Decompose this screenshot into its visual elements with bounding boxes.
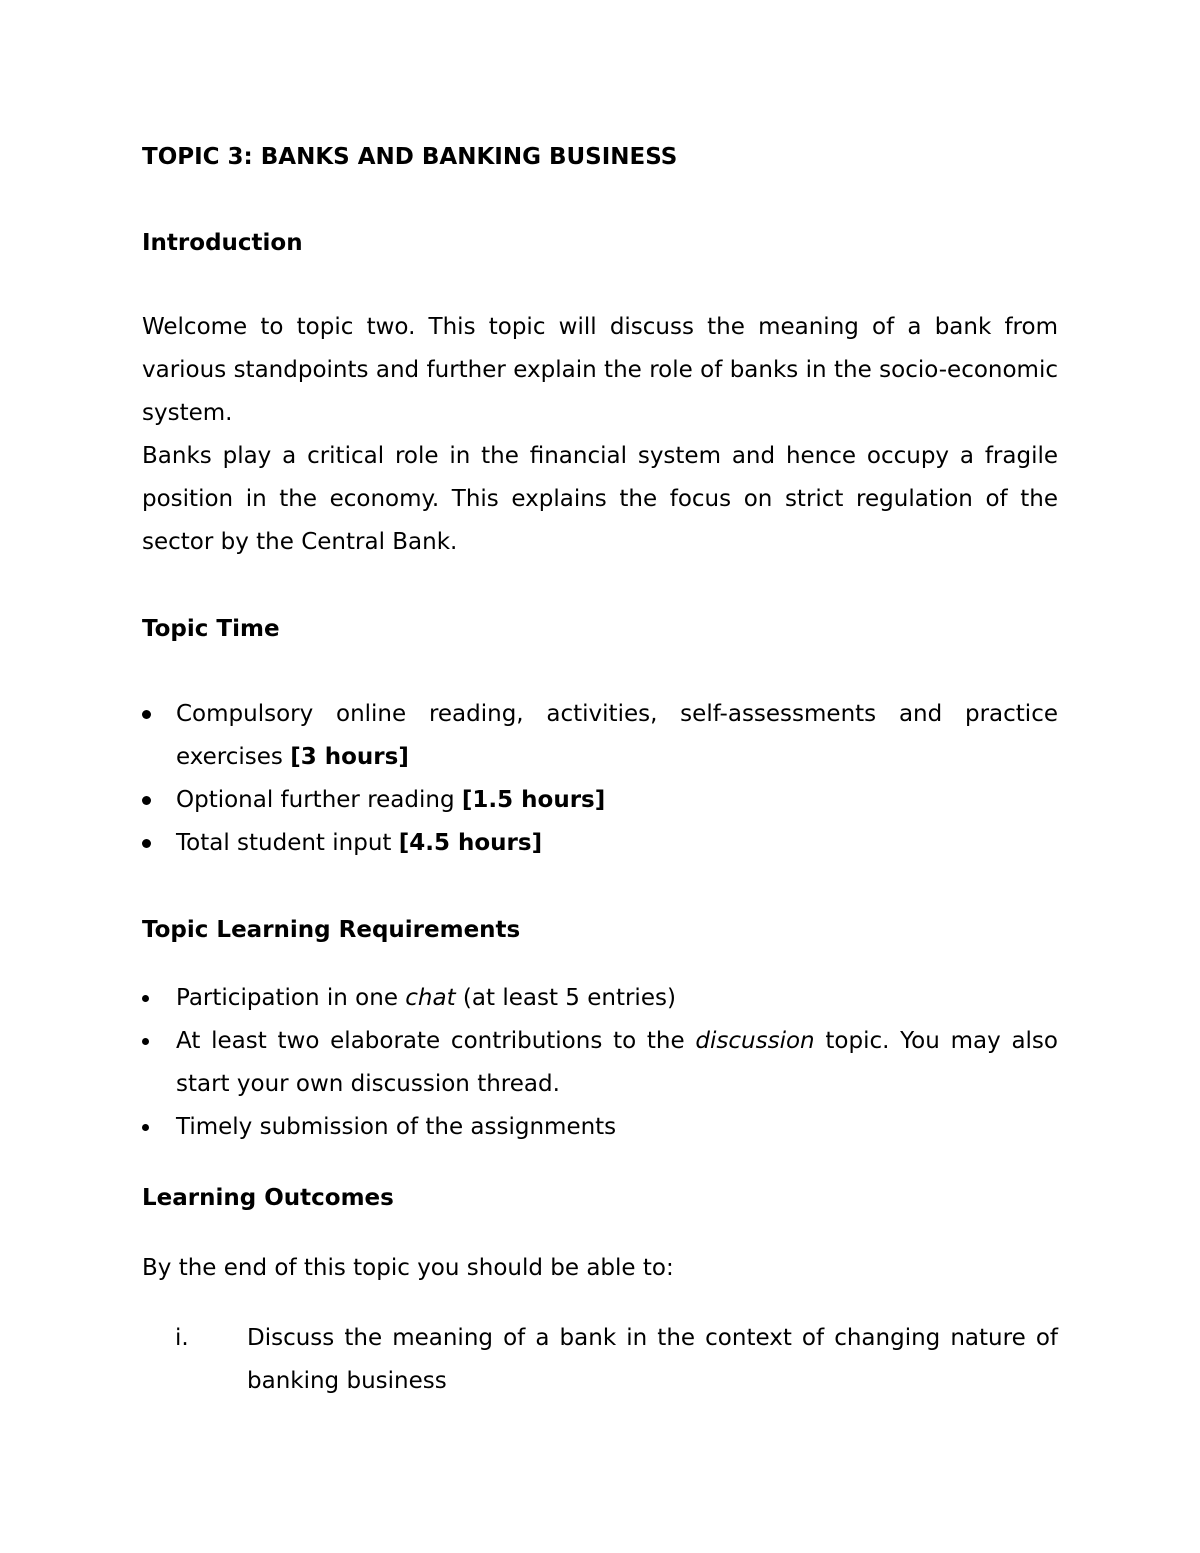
learning-requirements-heading: Topic Learning Requirements <box>142 917 521 943</box>
list-item-text: Timely submission of the assignments <box>176 1114 617 1140</box>
learning-requirements-list <box>142 977 1058 1149</box>
list-item-emphasis: discussion <box>695 1028 815 1054</box>
introduction-heading: Introduction <box>142 230 303 256</box>
list-item-text: Compulsory online reading, activities, self-assessments and practice exercises <box>176 701 1058 770</box>
document-title: TOPIC 3: BANKS AND BANKING BUSINESS <box>142 144 678 170</box>
list-item-text: (at least 5 entries) <box>455 985 676 1011</box>
bullet-icon <box>142 1038 149 1045</box>
list-item <box>142 693 1058 779</box>
list-item-duration: [1.5 hours] <box>461 787 606 813</box>
bullet-icon <box>142 796 151 805</box>
learning-outcomes-intro: By the end of this topic you should be able to: <box>142 1255 674 1281</box>
introduction-paragraph-2: Banks play a critical role in the financial system and hence occupy a fragile position in the economy. This explains the focus on strict regulation of the sector by the Central Bank. <box>142 443 1058 555</box>
list-item <box>142 822 1058 865</box>
list-item-duration: [3 hours] <box>290 744 409 770</box>
list-item-text: Optional further reading <box>176 787 462 813</box>
introduction-paragraph-1: Welcome to topic two. This topic will discuss the meaning of a bank from various standpoints and further explain the role of banks in the socio-economic system. <box>142 314 1058 426</box>
bullet-icon <box>142 995 149 1002</box>
list-item <box>142 1020 1058 1106</box>
topic-time-list <box>142 693 1058 865</box>
list-item-text: Participation in one <box>176 985 406 1011</box>
bullet-icon <box>142 839 151 848</box>
list-item-text: At least two elaborate contributions to the <box>176 1028 696 1054</box>
bullet-icon <box>142 710 151 719</box>
list-item-text: topic. You may also start your own discussion thread. <box>176 1028 1058 1097</box>
list-item-duration: [4.5 hours] <box>398 830 543 856</box>
bullet-icon <box>142 1124 149 1131</box>
list-item <box>142 977 1058 1020</box>
outcome-text: Discuss the meaning of a bank in the context of changing nature of banking business <box>247 1325 1058 1394</box>
topic-time-heading: Topic Time <box>142 616 280 642</box>
learning-outcomes-heading: Learning Outcomes <box>142 1185 394 1211</box>
list-item <box>142 779 1058 822</box>
list-item-emphasis: chat <box>405 985 456 1011</box>
list-item-text: Total student input <box>176 830 399 856</box>
list-item <box>142 1106 1058 1149</box>
outcome-number: i. <box>175 1325 189 1351</box>
